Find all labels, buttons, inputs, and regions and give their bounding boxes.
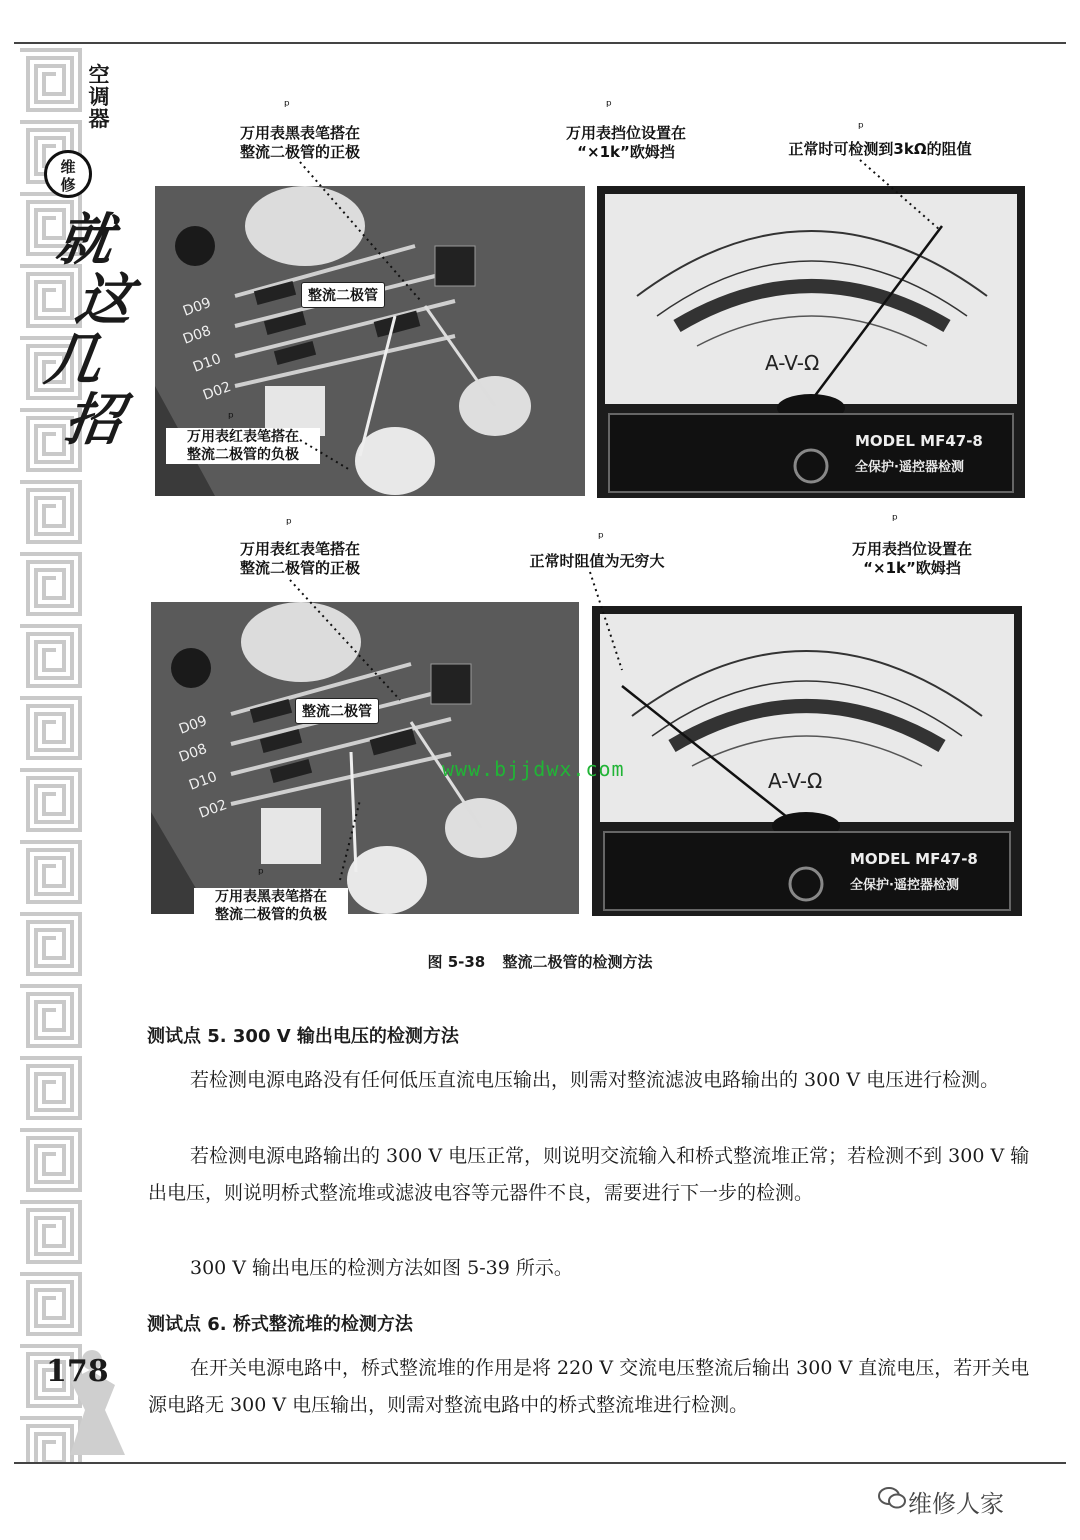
figure-caption (0, 951, 1080, 972)
svg-text:D10: D10 (186, 768, 220, 794)
caption-title: 整流二极管的检测方法 (502, 953, 653, 971)
repair-badge: 维 修 (44, 150, 92, 198)
svg-text:A-V-Ω: A-V-Ω (765, 351, 820, 375)
caption-number: 图 5-38 (427, 953, 486, 971)
meter-model: MODEL MF47-8 (855, 432, 983, 450)
svg-text:D02: D02 (196, 796, 230, 822)
callout-3k-reading: 正常时可检测到3kΩ的阻值 (788, 140, 972, 158)
side-book-title: 空 调 器 (88, 62, 110, 131)
page-number: 178 (46, 1354, 109, 1389)
pin-icon: ᵖ (286, 516, 292, 532)
diode-label-2: 整流二极管 (295, 698, 379, 724)
pin-icon: ᵖ (598, 530, 604, 546)
paragraph: 300 V 输出电压的检测方法如图 5-39 所示。 (190, 1257, 573, 1279)
pin-icon: ᵖ (284, 98, 290, 114)
callout-red-probe-anode: 万用表红表笔搭在 整流二极管的正极 (239, 540, 360, 577)
pin-icon: ᵖ (858, 120, 864, 136)
diode-label: 整流二极管 (301, 282, 385, 308)
bottom-rule (14, 1462, 1066, 1464)
meter-subtitle: 全保护·遥控器检测 (855, 460, 964, 475)
callout-red-probe-cathode: 万用表红表笔搭在 整流二极管的负极 (166, 428, 320, 464)
section-heading-5: 测试点 5. 300 V 输出电压的检测方法 (147, 1026, 459, 1047)
meter-model-2: MODEL MF47-8 (850, 850, 978, 868)
paragraph: 若检测电源电路输出的 300 V 电压正常，则说明交流输入和桥式整流堆正常；若检测不到 300 V 输出电压，则说明桥式整流堆或滤波电容等元器件不良，需要进行下一步的检测。 (148, 1145, 1030, 1204)
paragraph: 在开关电源电路中，桥式整流堆的作用是将 220 V 交流电压整流后输出 300 V 直流电压，若开关电源电路无 300 V 电压输出，则需对整流电路中的桥式整流堆进行检测。 (148, 1357, 1030, 1416)
watermark: www.bjjdwx.com (442, 757, 625, 781)
svg-text:A-V-Ω: A-V-Ω (768, 769, 823, 793)
svg-text:D09: D09 (180, 294, 214, 320)
pin-icon: ᵖ (892, 512, 898, 528)
calligraphy-title: 就 这 几 招 (41, 207, 137, 453)
footer-brand: 维修人家 (908, 1490, 1004, 1518)
pin-icon: ᵖ (606, 98, 612, 114)
callout-black-probe-cathode: 万用表黑表笔搭在 整流二极管的负极 (194, 888, 348, 924)
pin-icon: ᵖ (228, 410, 234, 426)
svg-text:D08: D08 (176, 740, 210, 766)
pin-icon: ᵖ (258, 866, 264, 882)
wechat-icon (878, 1486, 906, 1510)
section-heading-6: 测试点 6. 桥式整流堆的检测方法 (147, 1314, 413, 1335)
callout-range-setting: 万用表挡位设置在 “×1k”欧姆挡 (565, 124, 686, 161)
paragraph: 若检测电源电路没有任何低压直流电压输出，则需对整流滤波电路输出的 300 V 电压进行检测。 (190, 1069, 1000, 1091)
callout-infinite-reading: 正常时阻值为无穷大 (529, 552, 665, 570)
svg-text:D08: D08 (180, 322, 214, 348)
svg-text:D09: D09 (176, 712, 210, 738)
svg-text:D10: D10 (190, 350, 224, 376)
callout-black-probe-anode: 万用表黑表笔搭在 整流二极管的正极 (239, 124, 360, 161)
callout-range-setting-2: 万用表挡位设置在 “×1k”欧姆挡 (851, 540, 972, 577)
meter-subtitle-2: 全保护·遥控器检测 (850, 878, 959, 893)
svg-text:D02: D02 (200, 378, 234, 404)
